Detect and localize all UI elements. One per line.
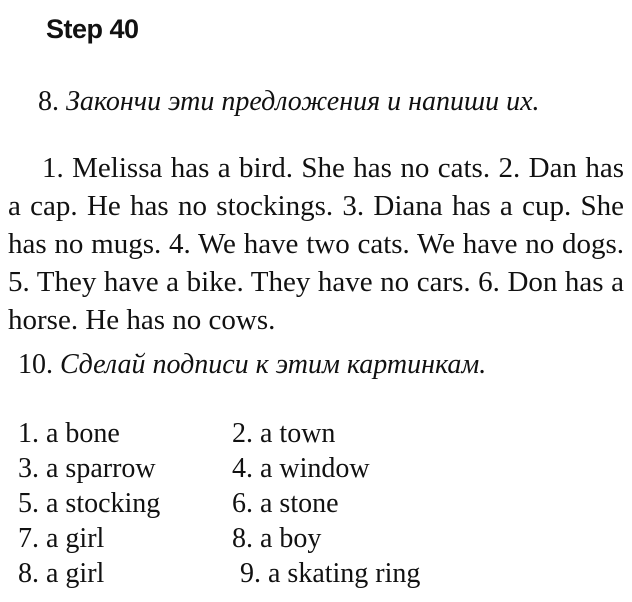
step-heading: Step 40 bbox=[46, 14, 139, 44]
task-8-number: 8. bbox=[38, 86, 59, 117]
answer-item: 2. a town bbox=[232, 418, 336, 449]
task-10-number: 10. bbox=[18, 349, 53, 380]
answer-row bbox=[18, 556, 618, 591]
answer-item: 7. a girl bbox=[18, 523, 105, 554]
answer-item: 6. a stone bbox=[232, 488, 339, 519]
task-8-instruction bbox=[38, 85, 540, 119]
task-8-answer-paragraph bbox=[8, 149, 624, 339]
answer-item: 9. a skating ring bbox=[240, 558, 421, 589]
task-8-title: Закончи эти предложения и напиши их. bbox=[66, 86, 540, 117]
answer-row bbox=[18, 451, 618, 486]
answer-item: 1. a bone bbox=[18, 418, 120, 449]
answer-item: 8. a boy bbox=[232, 523, 322, 554]
task-10-instruction bbox=[18, 348, 486, 382]
task-8-answer-text: 1. Melissa has a bird. She has no cats. 2. Dan has a cap. He has no stockings. 3. Diana has a cup. She has no mugs. 4. We have two cats. We have no dogs. 5. They have a bike. They have no cars. 6. Don has a horse. He has no cows. bbox=[8, 152, 624, 336]
task-10-answers-list bbox=[18, 416, 618, 591]
answer-row bbox=[18, 486, 618, 521]
answer-item: 3. a sparrow bbox=[18, 453, 156, 484]
task-10-title: Сделай подписи к этим картинкам. bbox=[60, 349, 487, 380]
answer-row bbox=[18, 416, 618, 451]
answer-item: 8. a girl bbox=[18, 558, 105, 589]
answer-item: 4. a window bbox=[232, 453, 370, 484]
answer-row bbox=[18, 521, 618, 556]
answer-item: 5. a stocking bbox=[18, 488, 161, 519]
